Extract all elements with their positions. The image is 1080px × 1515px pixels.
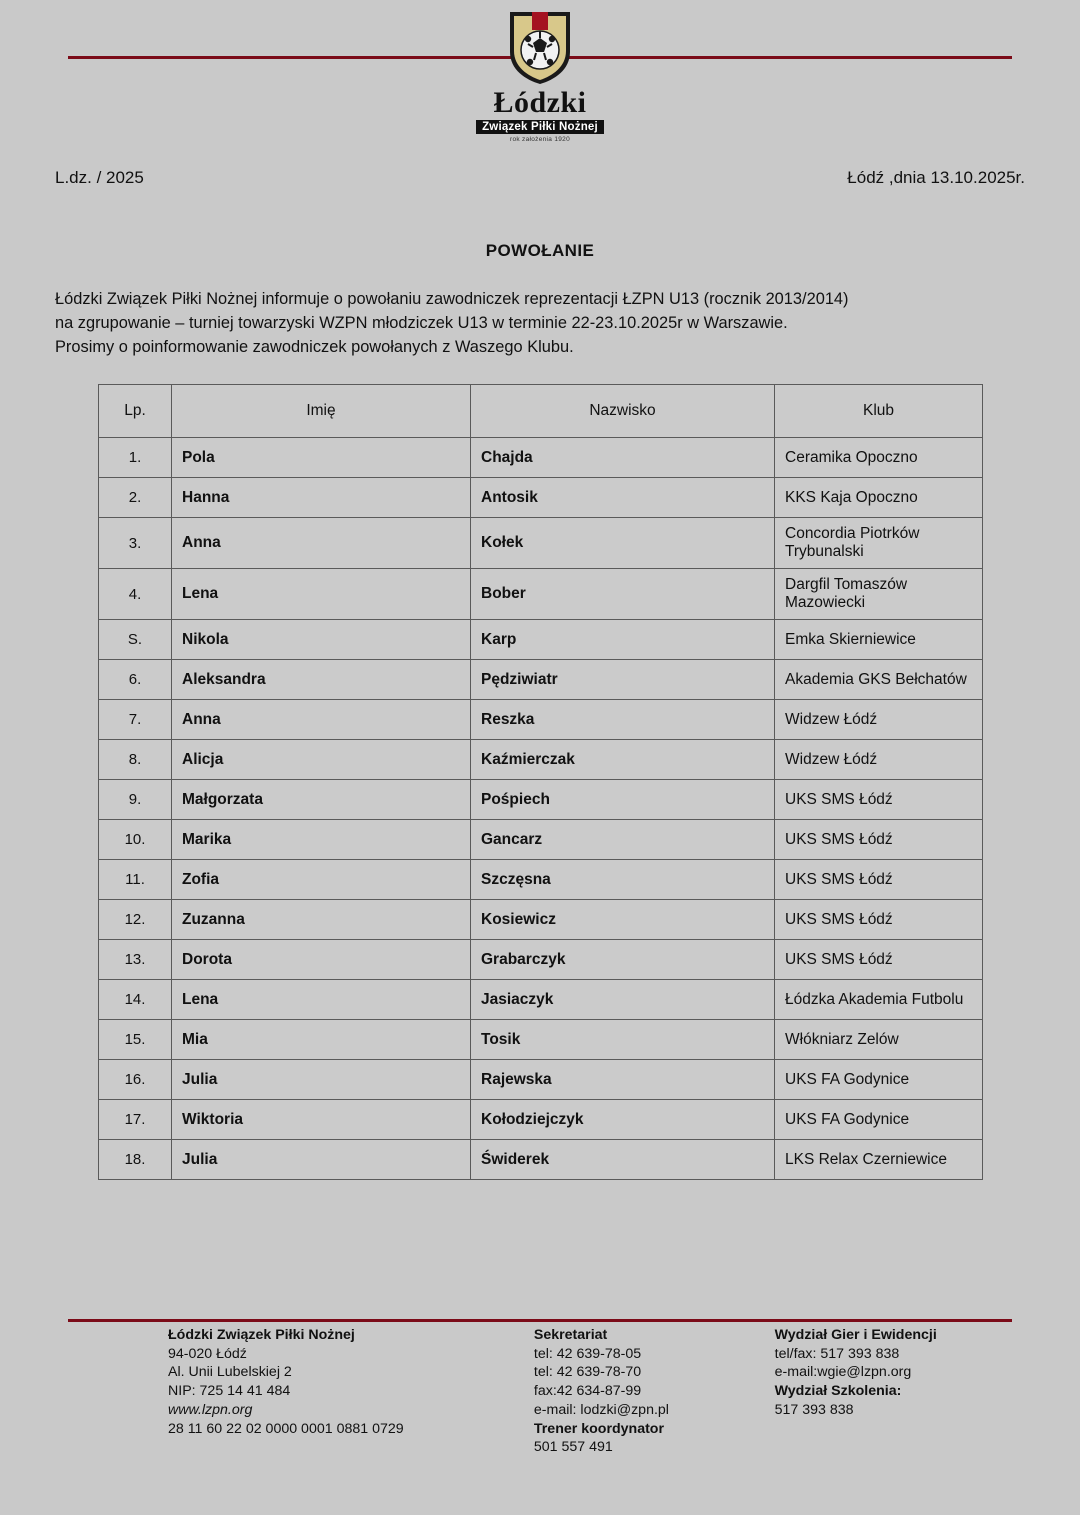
cell-lp: 13. bbox=[99, 940, 172, 980]
cell-klub: UKS SMS Łódź bbox=[775, 780, 983, 820]
cell-nazwisko: Antosik bbox=[471, 478, 775, 518]
cell-imie: Anna bbox=[172, 700, 471, 740]
table-row bbox=[99, 860, 983, 900]
cell-klub: UKS SMS Łódź bbox=[775, 860, 983, 900]
column-header-klub: Klub bbox=[775, 385, 983, 438]
cell-imie: Julia bbox=[172, 1140, 471, 1180]
cell-klub: UKS SMS Łódź bbox=[775, 900, 983, 940]
cell-lp: 15. bbox=[99, 1020, 172, 1060]
intro-paragraph bbox=[55, 288, 997, 359]
cell-lp: 11. bbox=[99, 860, 172, 900]
table-row bbox=[99, 518, 983, 569]
footer-secretariat-heading: Sekretariat bbox=[533, 1327, 608, 1343]
cell-lp: 12. bbox=[99, 900, 172, 940]
cell-klub: LKS Relax Czerniewice bbox=[775, 1140, 983, 1180]
footer-coach-phone: 501 557 491 bbox=[533, 1439, 613, 1456]
table-row bbox=[99, 740, 983, 780]
footer-games-email[interactable]: e-mail:wgie@lzpn.org bbox=[774, 1364, 912, 1381]
table-header-row bbox=[99, 385, 983, 438]
cell-klub: Akademia GKS Bełchatów bbox=[775, 660, 983, 700]
cell-imie: Lena bbox=[172, 980, 471, 1020]
cell-klub: Concordia Piotrków Trybunalski bbox=[775, 518, 983, 569]
cell-klub: Włókniarz Zelów bbox=[775, 1020, 983, 1060]
footer-column-secretariat bbox=[534, 1326, 775, 1457]
cell-imie: Małgorzata bbox=[172, 780, 471, 820]
cell-klub: Dargfil Tomaszów Mazowiecki bbox=[775, 569, 983, 620]
cell-klub: UKS FA Godynice bbox=[775, 1060, 983, 1100]
footer-divider bbox=[68, 1319, 1012, 1322]
cell-nazwisko: Tosik bbox=[471, 1020, 775, 1060]
footer-training-heading: Wydział Szkolenia: bbox=[774, 1383, 902, 1400]
table-row bbox=[99, 900, 983, 940]
cell-nazwisko: Kosiewicz bbox=[471, 900, 775, 940]
footer-org-name: Łódzki Związek Piłki Nożnej bbox=[168, 1327, 355, 1343]
cell-imie: Zuzanna bbox=[172, 900, 471, 940]
place-and-date: Łódź ,dnia 13.10.2025r. bbox=[847, 168, 1025, 187]
footer-secretariat-fax: fax:42 634-87-99 bbox=[533, 1383, 642, 1400]
organization-founded: rok założenia 1920 bbox=[510, 136, 570, 143]
cell-nazwisko: Karp bbox=[471, 620, 775, 660]
cell-nazwisko: Pędziwiatr bbox=[471, 660, 775, 700]
footer-column-departments bbox=[775, 1326, 1025, 1457]
cell-klub: UKS SMS Łódź bbox=[775, 820, 983, 860]
footer-secretariat-tel1: tel: 42 639-78-05 bbox=[533, 1345, 642, 1362]
table-row bbox=[99, 940, 983, 980]
cell-nazwisko: Szczęsna bbox=[471, 860, 775, 900]
cell-lp: 4. bbox=[99, 569, 172, 620]
footer-training-phone: 517 393 838 bbox=[774, 1401, 854, 1418]
column-header-imie: Imię bbox=[172, 385, 471, 438]
cell-lp: 14. bbox=[99, 980, 172, 1020]
cell-lp: 9. bbox=[99, 780, 172, 820]
cell-imie: Dorota bbox=[172, 940, 471, 980]
footer-org-website[interactable]: www.lzpn.org bbox=[168, 1401, 253, 1418]
footer-secretariat-email[interactable]: e-mail: lodzki@zpn.pl bbox=[533, 1401, 669, 1418]
intro-line-2: na zgrupowanie – turniej towarzyski WZPN młodziczek U13 w terminie 22-23.10.2025r w Warszawie. bbox=[55, 313, 788, 332]
cell-lp: 3. bbox=[99, 518, 172, 569]
football-crest-icon bbox=[504, 8, 576, 86]
players-table bbox=[98, 384, 983, 1180]
reference-number: L.dz. / 2025 bbox=[55, 168, 144, 187]
cell-nazwisko: Gancarz bbox=[471, 820, 775, 860]
cell-nazwisko: Chajda bbox=[471, 438, 775, 478]
cell-lp: 2. bbox=[99, 478, 172, 518]
table-row bbox=[99, 980, 983, 1020]
cell-imie: Alicja bbox=[172, 740, 471, 780]
cell-lp: S. bbox=[99, 620, 172, 660]
cell-klub: Ceramika Opoczno bbox=[775, 438, 983, 478]
cell-nazwisko: Kołodziejczyk bbox=[471, 1100, 775, 1140]
cell-klub: Emka Skierniewice bbox=[775, 620, 983, 660]
cell-nazwisko: Reszka bbox=[471, 700, 775, 740]
table-header bbox=[99, 385, 983, 438]
organization-logo bbox=[0, 8, 1080, 143]
cell-lp: 6. bbox=[99, 660, 172, 700]
cell-klub: KKS Kaja Opoczno bbox=[775, 478, 983, 518]
cell-imie: Wiktoria bbox=[172, 1100, 471, 1140]
table-body bbox=[99, 438, 983, 1180]
organization-subtitle: Związek Piłki Nożnej bbox=[476, 120, 604, 134]
cell-nazwisko: Kołek bbox=[471, 518, 775, 569]
cell-imie: Marika bbox=[172, 820, 471, 860]
cell-klub: Łódzka Akademia Futbolu bbox=[775, 980, 983, 1020]
cell-imie: Nikola bbox=[172, 620, 471, 660]
cell-lp: 8. bbox=[99, 740, 172, 780]
table-row bbox=[99, 1020, 983, 1060]
table-row bbox=[99, 820, 983, 860]
table-row bbox=[99, 478, 983, 518]
cell-nazwisko: Rajewska bbox=[471, 1060, 775, 1100]
cell-imie: Anna bbox=[172, 518, 471, 569]
cell-nazwisko: Grabarczyk bbox=[471, 940, 775, 980]
cell-nazwisko: Jasiaczyk bbox=[471, 980, 775, 1020]
cell-imie: Hanna bbox=[172, 478, 471, 518]
table-row bbox=[99, 620, 983, 660]
table-row bbox=[99, 569, 983, 620]
cell-lp: 10. bbox=[99, 820, 172, 860]
cell-klub: Widzew Łódź bbox=[775, 700, 983, 740]
cell-imie: Mia bbox=[172, 1020, 471, 1060]
cell-imie: Pola bbox=[172, 438, 471, 478]
table-row bbox=[99, 660, 983, 700]
table-row bbox=[99, 1060, 983, 1100]
cell-imie: Zofia bbox=[172, 860, 471, 900]
cell-lp: 7. bbox=[99, 700, 172, 740]
column-header-lp: Lp. bbox=[99, 385, 172, 438]
organization-name: Łódzki bbox=[493, 86, 587, 119]
footer-coach-heading: Trener koordynator bbox=[533, 1420, 664, 1437]
footer-org-nip: NIP: 725 14 41 484 bbox=[168, 1383, 291, 1400]
footer-games-heading: Wydział Gier i Ewidencji bbox=[774, 1327, 937, 1343]
table-row bbox=[99, 1100, 983, 1140]
table-row bbox=[99, 438, 983, 478]
cell-nazwisko: Pośpiech bbox=[471, 780, 775, 820]
footer-org-street: Al. Unii Lubelskiej 2 bbox=[168, 1364, 292, 1381]
cell-klub: Widzew Łódź bbox=[775, 740, 983, 780]
cell-lp: 18. bbox=[99, 1140, 172, 1180]
table-row bbox=[99, 1140, 983, 1180]
cell-nazwisko: Bober bbox=[471, 569, 775, 620]
cell-klub: UKS FA Godynice bbox=[775, 1100, 983, 1140]
footer-org-account: 28 11 60 22 02 0000 0001 0881 0729 bbox=[168, 1420, 404, 1437]
page-title: POWOŁANIE bbox=[485, 241, 595, 260]
footer-org-zip: 94-020 Łódź bbox=[168, 1345, 247, 1362]
document-meta bbox=[55, 168, 1025, 188]
cell-nazwisko: Świderek bbox=[471, 1140, 775, 1180]
cell-lp: 16. bbox=[99, 1060, 172, 1100]
cell-klub: UKS SMS Łódź bbox=[775, 940, 983, 980]
players-table-wrapper bbox=[98, 384, 983, 1180]
footer-column-organization bbox=[168, 1326, 534, 1457]
document-header bbox=[0, 0, 1080, 150]
intro-line-3: Prosimy o poinformowanie zawodniczek powołanych z Waszego Klubu. bbox=[55, 337, 574, 356]
footer-secretariat-tel2: tel: 42 639-78-70 bbox=[533, 1364, 642, 1381]
table-row bbox=[99, 780, 983, 820]
cell-imie: Aleksandra bbox=[172, 660, 471, 700]
table-row bbox=[99, 700, 983, 740]
cell-imie: Lena bbox=[172, 569, 471, 620]
cell-lp: 1. bbox=[99, 438, 172, 478]
intro-line-1: Łódzki Związek Piłki Nożnej informuje o powołaniu zawodniczek reprezentacji ŁZPN U13 (rocznik 2013/2014) bbox=[55, 290, 849, 308]
document-footer bbox=[168, 1326, 1025, 1457]
cell-lp: 17. bbox=[99, 1100, 172, 1140]
column-header-nazwisko: Nazwisko bbox=[471, 385, 775, 438]
cell-nazwisko: Kaźmierczak bbox=[471, 740, 775, 780]
footer-games-telfax: tel/fax: 517 393 838 bbox=[774, 1345, 900, 1362]
cell-imie: Julia bbox=[172, 1060, 471, 1100]
